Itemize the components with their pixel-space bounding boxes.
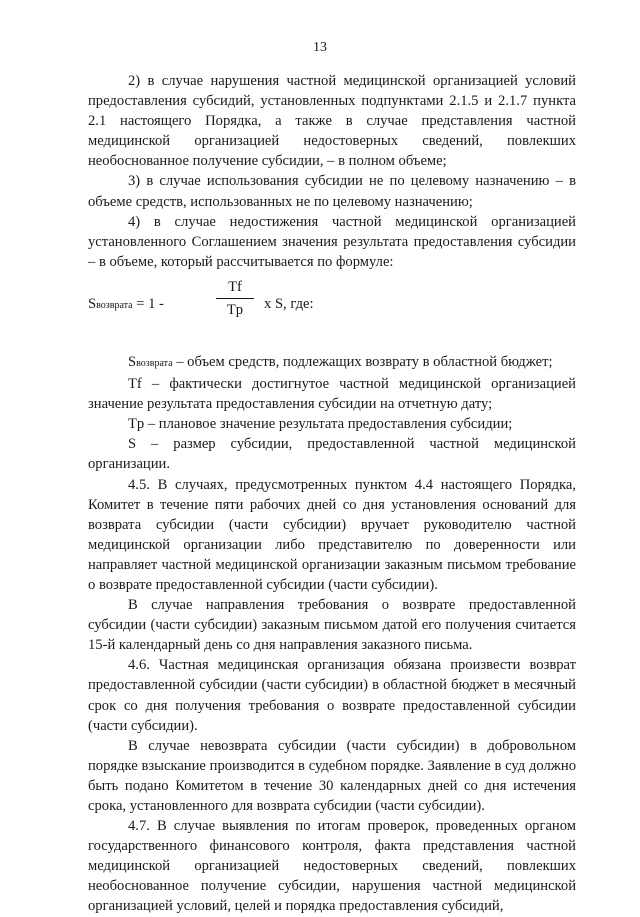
def-s: S <box>128 353 137 370</box>
def-s-subscript: возврата <box>136 357 173 369</box>
def-s-text: – объем средств, подлежащих возврату в областной бюджет; <box>172 353 553 370</box>
paragraph-4-5: 4.5. В случаях, предусмотренных пунктом 4.4 настоящего Порядка, Комитет в течение пяти рабочих дней со дня установления оснований для возврата субсидии (части субсидии) вручает руководителю частной медицинской организации либо представителю по доверенности или направляет частной медицинской организации заказным письмом требование о возврате предоставленной субсидии (части субсидии). <box>88 476 576 593</box>
formula-fraction <box>216 278 254 319</box>
formula-tail: x S, где: <box>264 295 314 312</box>
paragraph-4-6-b: В случае невозврата субсидии (части субсидии) в добровольном порядке взыскание производится в судебном порядке. Заявление в суд должно быть подано Комитетом в течение 30 календарных дней со дня истечения срока, установленного для возврата субсидии (части субсидии). <box>88 737 576 814</box>
formula-numerator: Tf <box>228 278 242 295</box>
definition-tp: Tp – плановое значение результата предоставления субсидии; <box>128 416 513 433</box>
formula-s: S <box>88 295 97 312</box>
definition-s-refund <box>88 352 576 374</box>
formula-equals: = 1 - <box>132 295 168 312</box>
formula-denominator: Tp <box>226 301 244 318</box>
paragraph-4-5-b: В случае направления требования о возврате предоставленной субсидии (части субсидии) заказным письмом датой его получения считается 15-й календарный день со дня направления заказного письма. <box>88 597 576 654</box>
definition-tf: Tf – фактически достигнутое частной медицинской организацией значение результата предоставления субсидии на отчетную дату; <box>88 376 576 413</box>
paragraph-4-7: 4.7. В случае выявления по итогам проверок, проведенных органом государственного финансового контроля, факта представления частной медицинской организацией недостоверных сведений, повлекших необоснованное получение субсидии, нарушения частной медицинской организацией условий, целей и порядка предоставления субсидий, <box>88 818 576 915</box>
definition-s: S – размер субсидии, предоставленной частной медицинской организации. <box>88 436 576 473</box>
formula-lhs <box>88 294 168 316</box>
paragraph-item-2: 2) в случае нарушения частной медицинской организацией условий предоставления субсидий, установленных подпунктами 2.1.5 и 2.1.7 пункта 2.1 настоящего Порядка, а также в случае представления частной медицинской организацией недостоверных сведений, повлекших необоснованное получение субсидии, – в полном объеме; <box>88 73 576 170</box>
refund-formula <box>88 278 576 322</box>
paragraph-item-4: 4) в случае недостижения частной медицинской организацией установленного Соглашением значения результата предоставления субсидии – в объеме, который рассчитывается по формуле: <box>88 213 576 270</box>
formula-s-subscript: возврата <box>96 299 133 311</box>
page-number: 13 <box>313 40 327 55</box>
fraction-bar <box>216 298 254 299</box>
paragraph-item-3: 3) в случае использования субсидии не по целевому назначению – в объеме средств, использованных не по целевому назначению; <box>88 173 576 210</box>
paragraph-4-6: 4.6. Частная медицинская организация обязана произвести возврат предоставленной субсидии (части субсидии) в областной бюджет в месячный срок со дня получения требования о возврате предоставленной субсидии (части субсидии). <box>88 657 576 734</box>
document-body <box>88 71 576 917</box>
